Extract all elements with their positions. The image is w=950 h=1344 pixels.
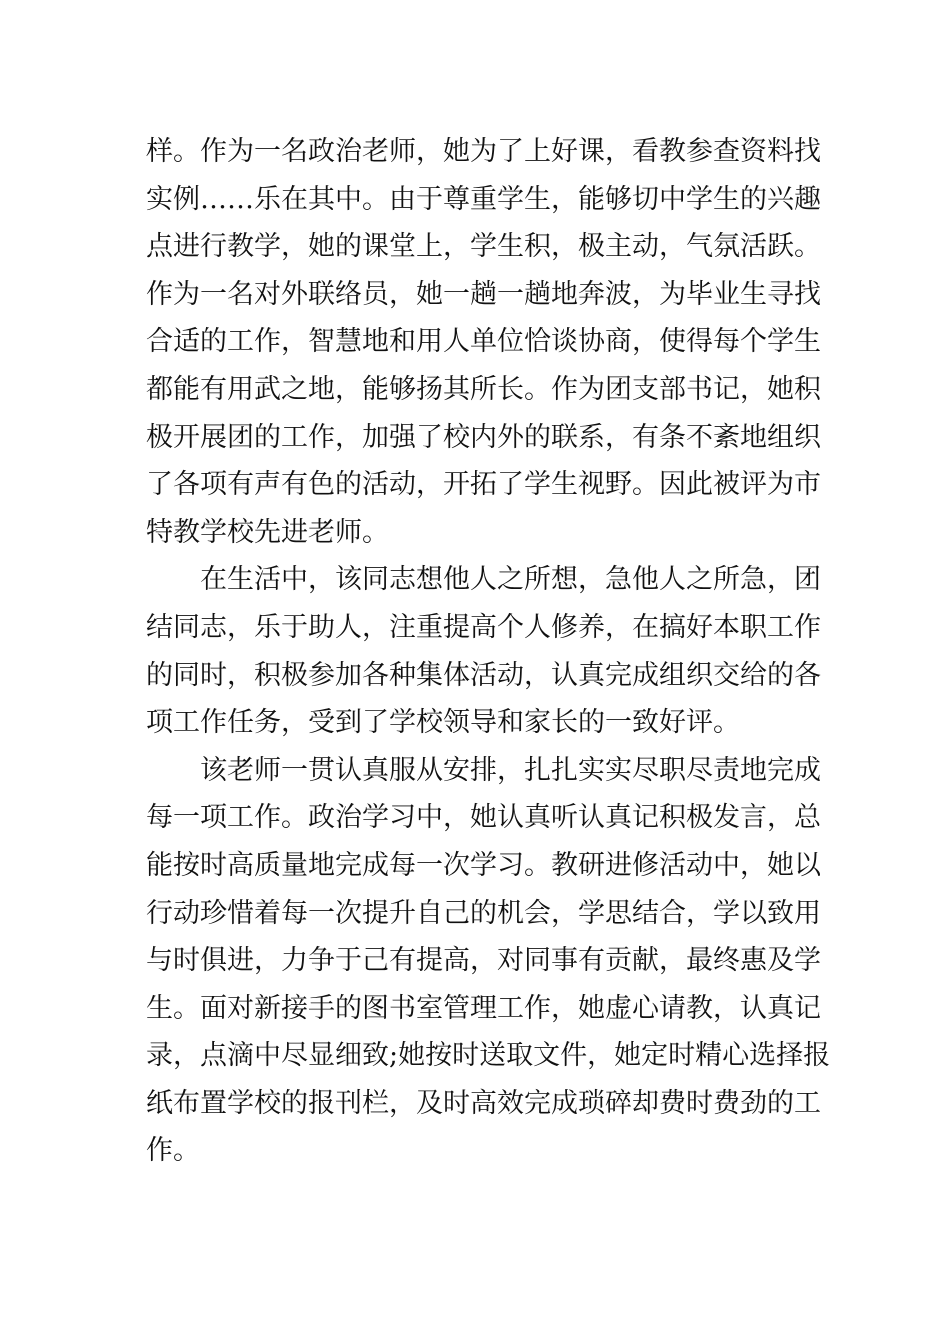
text-line: 特教学校先进老师。 xyxy=(146,516,389,548)
text-line: 了各项有声有色的活动，开拓了学生视野。因此被评为市 xyxy=(146,469,821,501)
text-line: 每一项工作。政治学习中，她认真听认真记积极发言，总 xyxy=(146,802,821,834)
text-line: 生。面对新接手的图书室管理工作，她虚心请教，认真记 xyxy=(146,992,821,1024)
paragraph-1 xyxy=(146,128,821,556)
text-line: 项工作任务，受到了学校领导和家长的一致好评。 xyxy=(146,707,740,739)
text-line: 合适的工作，智慧地和用人单位恰谈协商，使得每个学生 xyxy=(146,326,821,358)
text-line: 纸布置学校的报刊栏，及时高效完成琐碎却费时费劲的工 xyxy=(146,1087,821,1119)
text-line: 作。 xyxy=(146,1135,200,1167)
text-line: 与时俱进，力争于己有提高，对同事有贡献，最终惠及学 xyxy=(146,945,821,977)
document-body xyxy=(146,128,831,1175)
text-line: 实例……乐在其中。由于尊重学生，能够切中学生的兴趣 xyxy=(146,183,821,215)
text-line: 录，点滴中尽显细致;她按时送取文件，她定时精心选择报 xyxy=(146,1040,831,1072)
text-line: 在生活中，该同志想他人之所想，急他人之所急，团 xyxy=(200,564,821,596)
text-line: 都能有用武之地，能够扬其所长。作为团支部书记，她积 xyxy=(146,373,821,405)
text-line: 该老师一贯认真服从安排，扎扎实实尽职尽责地完成 xyxy=(200,754,821,786)
text-line: 点进行教学，她的课堂上，学生积，极主动，气氛活跃。 xyxy=(146,231,821,263)
text-line: 作为一名对外联络员，她一趟一趟地奔波，为毕业生寻找 xyxy=(146,278,821,310)
paragraph-2 xyxy=(146,556,821,746)
text-line: 的同时，积极参加各种集体活动，认真完成组织交给的各 xyxy=(146,659,821,691)
text-line: 样。作为一名政治老师，她为了上好课，看教参查资料找 xyxy=(146,136,821,167)
text-line: 能按时高质量地完成每一次学习。教研进修活动中，她以 xyxy=(146,849,821,881)
paragraph-3 xyxy=(146,747,831,1175)
text-line: 行动珍惜着每一次提升自己的机会，学思结合，学以致用 xyxy=(146,897,821,929)
text-line: 结同志，乐于助人，注重提高个人修养，在搞好本职工作 xyxy=(146,611,821,643)
text-line: 极开展团的工作，加强了校内外的联系，有条不紊地组织 xyxy=(146,421,821,453)
